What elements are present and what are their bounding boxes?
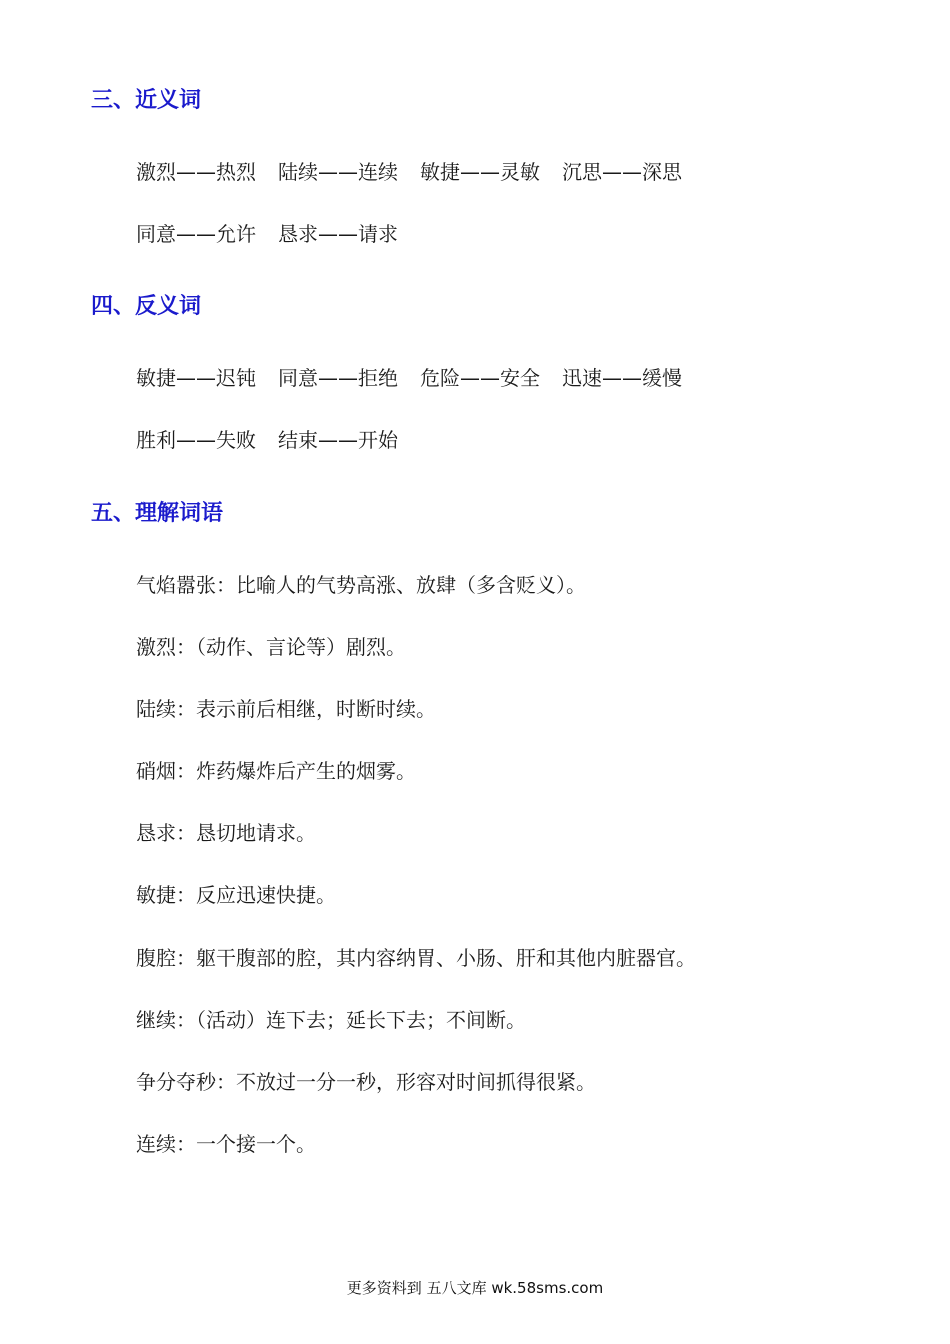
antonym-pair: 危险——安全 xyxy=(420,366,540,390)
definition-item: 敏捷：反应迅速快捷。 xyxy=(136,883,336,907)
section-heading-synonyms: 三、近义词 xyxy=(91,88,202,113)
definition-item: 争分夺秒：不放过一分一秒，形容对时间抓得很紧。 xyxy=(136,1070,596,1094)
definition-item: 恳求：恳切地请求。 xyxy=(136,821,316,845)
synonym-pair: 激烈——热烈 xyxy=(136,160,256,184)
page-footer: 更多资料到 五八文库 wk.58sms.com xyxy=(346,1279,604,1297)
antonym-pair: 同意——拒绝 xyxy=(278,366,398,390)
synonym-pair: 沉思——深思 xyxy=(562,160,682,184)
definition-item: 陆续：表示前后相继，时断时续。 xyxy=(136,697,436,721)
section-heading-antonyms: 四、反义词 xyxy=(91,294,202,319)
antonym-pair: 结束——开始 xyxy=(278,428,398,452)
definition-item: 连续：一个接一个。 xyxy=(136,1132,316,1156)
definition-item: 激烈：（动作、言论等）剧烈。 xyxy=(136,635,406,659)
definition-item: 腹腔：躯干腹部的腔，其内容纳胃、小肠、肝和其他内脏器官。 xyxy=(136,946,696,970)
antonym-row-2 xyxy=(136,426,398,454)
antonym-pair: 迅速——缓慢 xyxy=(562,366,682,390)
synonym-pair: 陆续——连续 xyxy=(278,160,398,184)
antonym-pair: 胜利——失败 xyxy=(136,428,256,452)
synonym-row-2 xyxy=(136,220,398,248)
synonym-pair: 敏捷——灵敏 xyxy=(420,160,540,184)
antonym-pair: 敏捷——迟钝 xyxy=(136,366,256,390)
definition-item: 继续：（活动）连下去；延长下去；不间断。 xyxy=(136,1008,526,1032)
antonym-row-1 xyxy=(136,364,682,392)
section-heading-definitions: 五、理解词语 xyxy=(91,501,224,526)
synonym-pair: 恳求——请求 xyxy=(278,222,398,246)
definition-item: 气焰嚣张：比喻人的气势高涨、放肆（多含贬义）。 xyxy=(136,573,586,597)
definition-item: 硝烟：炸药爆炸后产生的烟雾。 xyxy=(136,759,416,783)
synonym-row-1 xyxy=(136,158,682,186)
synonym-pair: 同意——允许 xyxy=(136,222,256,246)
